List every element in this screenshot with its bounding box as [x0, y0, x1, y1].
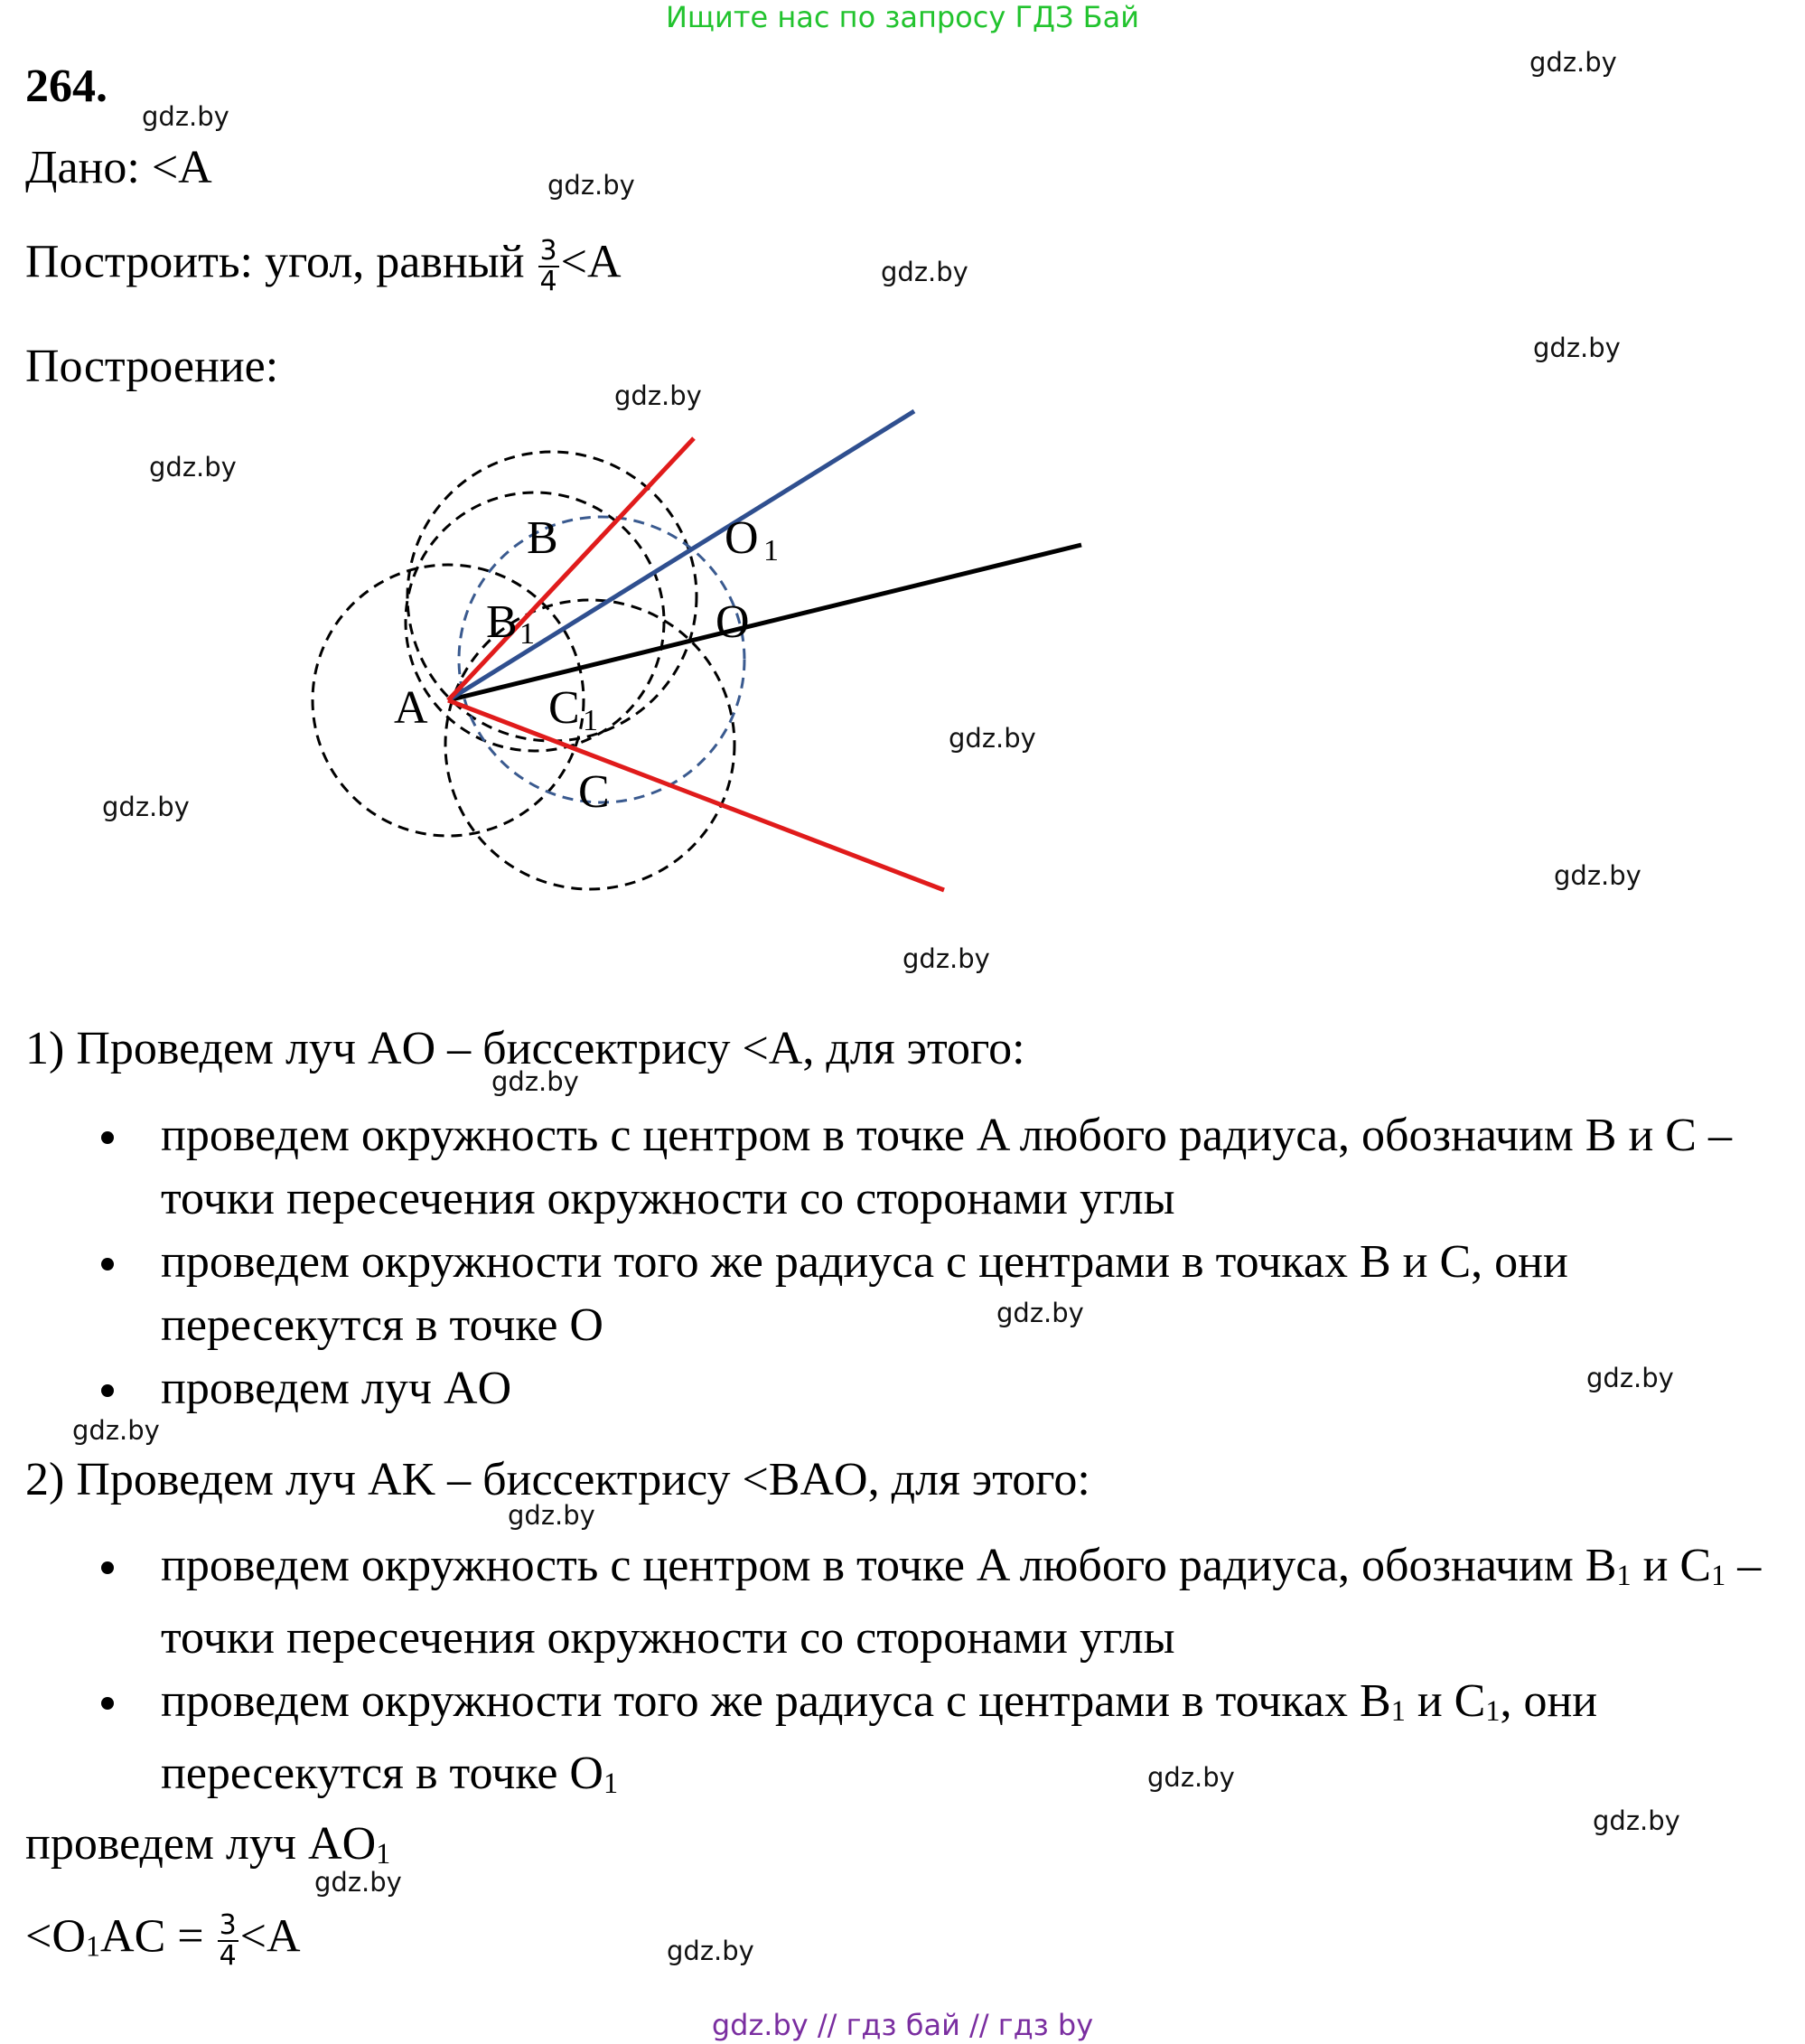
watermark: gdz.by [949, 723, 1036, 754]
result-line: $<O_1AC$ = $\frac{3}{4}$ <A [25, 1909, 301, 1972]
ray-red-lower [448, 700, 944, 890]
watermark: gdz.by [1533, 333, 1621, 363]
step2-list [0, 1534, 1787, 1814]
watermark: gdz.by [1147, 1762, 1235, 1793]
result-fraction: $\frac{3}{4}$ [219, 1909, 237, 1972]
watermark: gdz.by [614, 380, 702, 411]
watermark: gdz.by [1554, 860, 1641, 891]
construct-line [25, 237, 622, 295]
watermark: gdz.by [142, 101, 229, 132]
watermark: gdz.by [1593, 1805, 1680, 1836]
watermark: gdz.by [149, 452, 237, 483]
step2-title: 2) Проведем луч AK – биссектрису <BAO, для этого: [25, 1454, 1090, 1505]
watermark: gdz.by [314, 1867, 402, 1898]
construct-prefix: Построить: угол, равный [25, 236, 537, 288]
ray-black-bisector [448, 545, 1081, 700]
label-a: A [394, 682, 428, 734]
label-o: O [715, 596, 750, 648]
step2-bullet-1: проведем окружность с центром в точке A любого радиуса, обозначим $B_1$ и $C_1$ – точки пересечения окружности со сторонами углы [0, 1534, 1787, 1670]
step1-bullet-2: проведем окружности того же радиуса с центрами в точках B и C, они пересекутся в точке O [0, 1231, 1787, 1357]
fraction-numerator: 3 [539, 235, 557, 267]
step1-bullet-1: проведем окружность с центром в точке A любого радиуса, обозначим B и C – точки пересечения окружности со сторонами углы [0, 1104, 1787, 1231]
construct-suffix: <A [560, 236, 622, 288]
label-c1-subscript: 1 [583, 704, 598, 737]
step1-bullet-3: проведем луч AO [0, 1357, 1787, 1420]
watermark: gdz.by [102, 792, 190, 822]
watermark: gdz.by [996, 1298, 1084, 1328]
watermark: gdz.by [547, 170, 635, 201]
watermark: gdz.by [881, 257, 968, 287]
step1-list [0, 1104, 1787, 1420]
problem-number: 264. [25, 61, 108, 112]
watermark: gdz.by [667, 1936, 754, 1966]
bottom-banner[interactable]: gdz.by // гдз бай // гдз by [711, 2008, 1094, 2042]
label-o1-subscript: 1 [763, 534, 779, 567]
construction-label: Построение: [25, 341, 279, 392]
watermark: gdz.by [1586, 1363, 1674, 1393]
fraction-three-quarters [538, 237, 559, 295]
watermark: gdz.by [491, 1066, 579, 1097]
given-line: Дано: <A [25, 142, 212, 193]
step1-title: 1) Проведем луч AO – биссектрису <A, для этого: [25, 1023, 1025, 1074]
watermark: gdz.by [508, 1500, 595, 1531]
final-ray-line: проведем луч $AO_1$ [25, 1818, 391, 1870]
watermark: gdz.by [72, 1415, 160, 1446]
label-b1-subscript: 1 [519, 617, 535, 651]
watermark: gdz.by [902, 943, 990, 974]
watermark: gdz.by [1529, 47, 1617, 78]
construction-diagram [0, 380, 1805, 922]
top-banner[interactable]: Ищите нас по запросу ГДЗ Бай [665, 0, 1140, 34]
label-b: B [527, 512, 558, 564]
step2-bullet-2: проведем окружности того же радиуса с центрами в точках $B_1$ и $C_1$, они пересекутся в точке $O_1$ [0, 1670, 1787, 1814]
label-c: C [578, 766, 610, 818]
label-c1: C [548, 682, 580, 734]
fraction-denominator: 4 [539, 265, 557, 297]
label-b1: B [486, 596, 518, 648]
label-o1: O [725, 512, 759, 564]
